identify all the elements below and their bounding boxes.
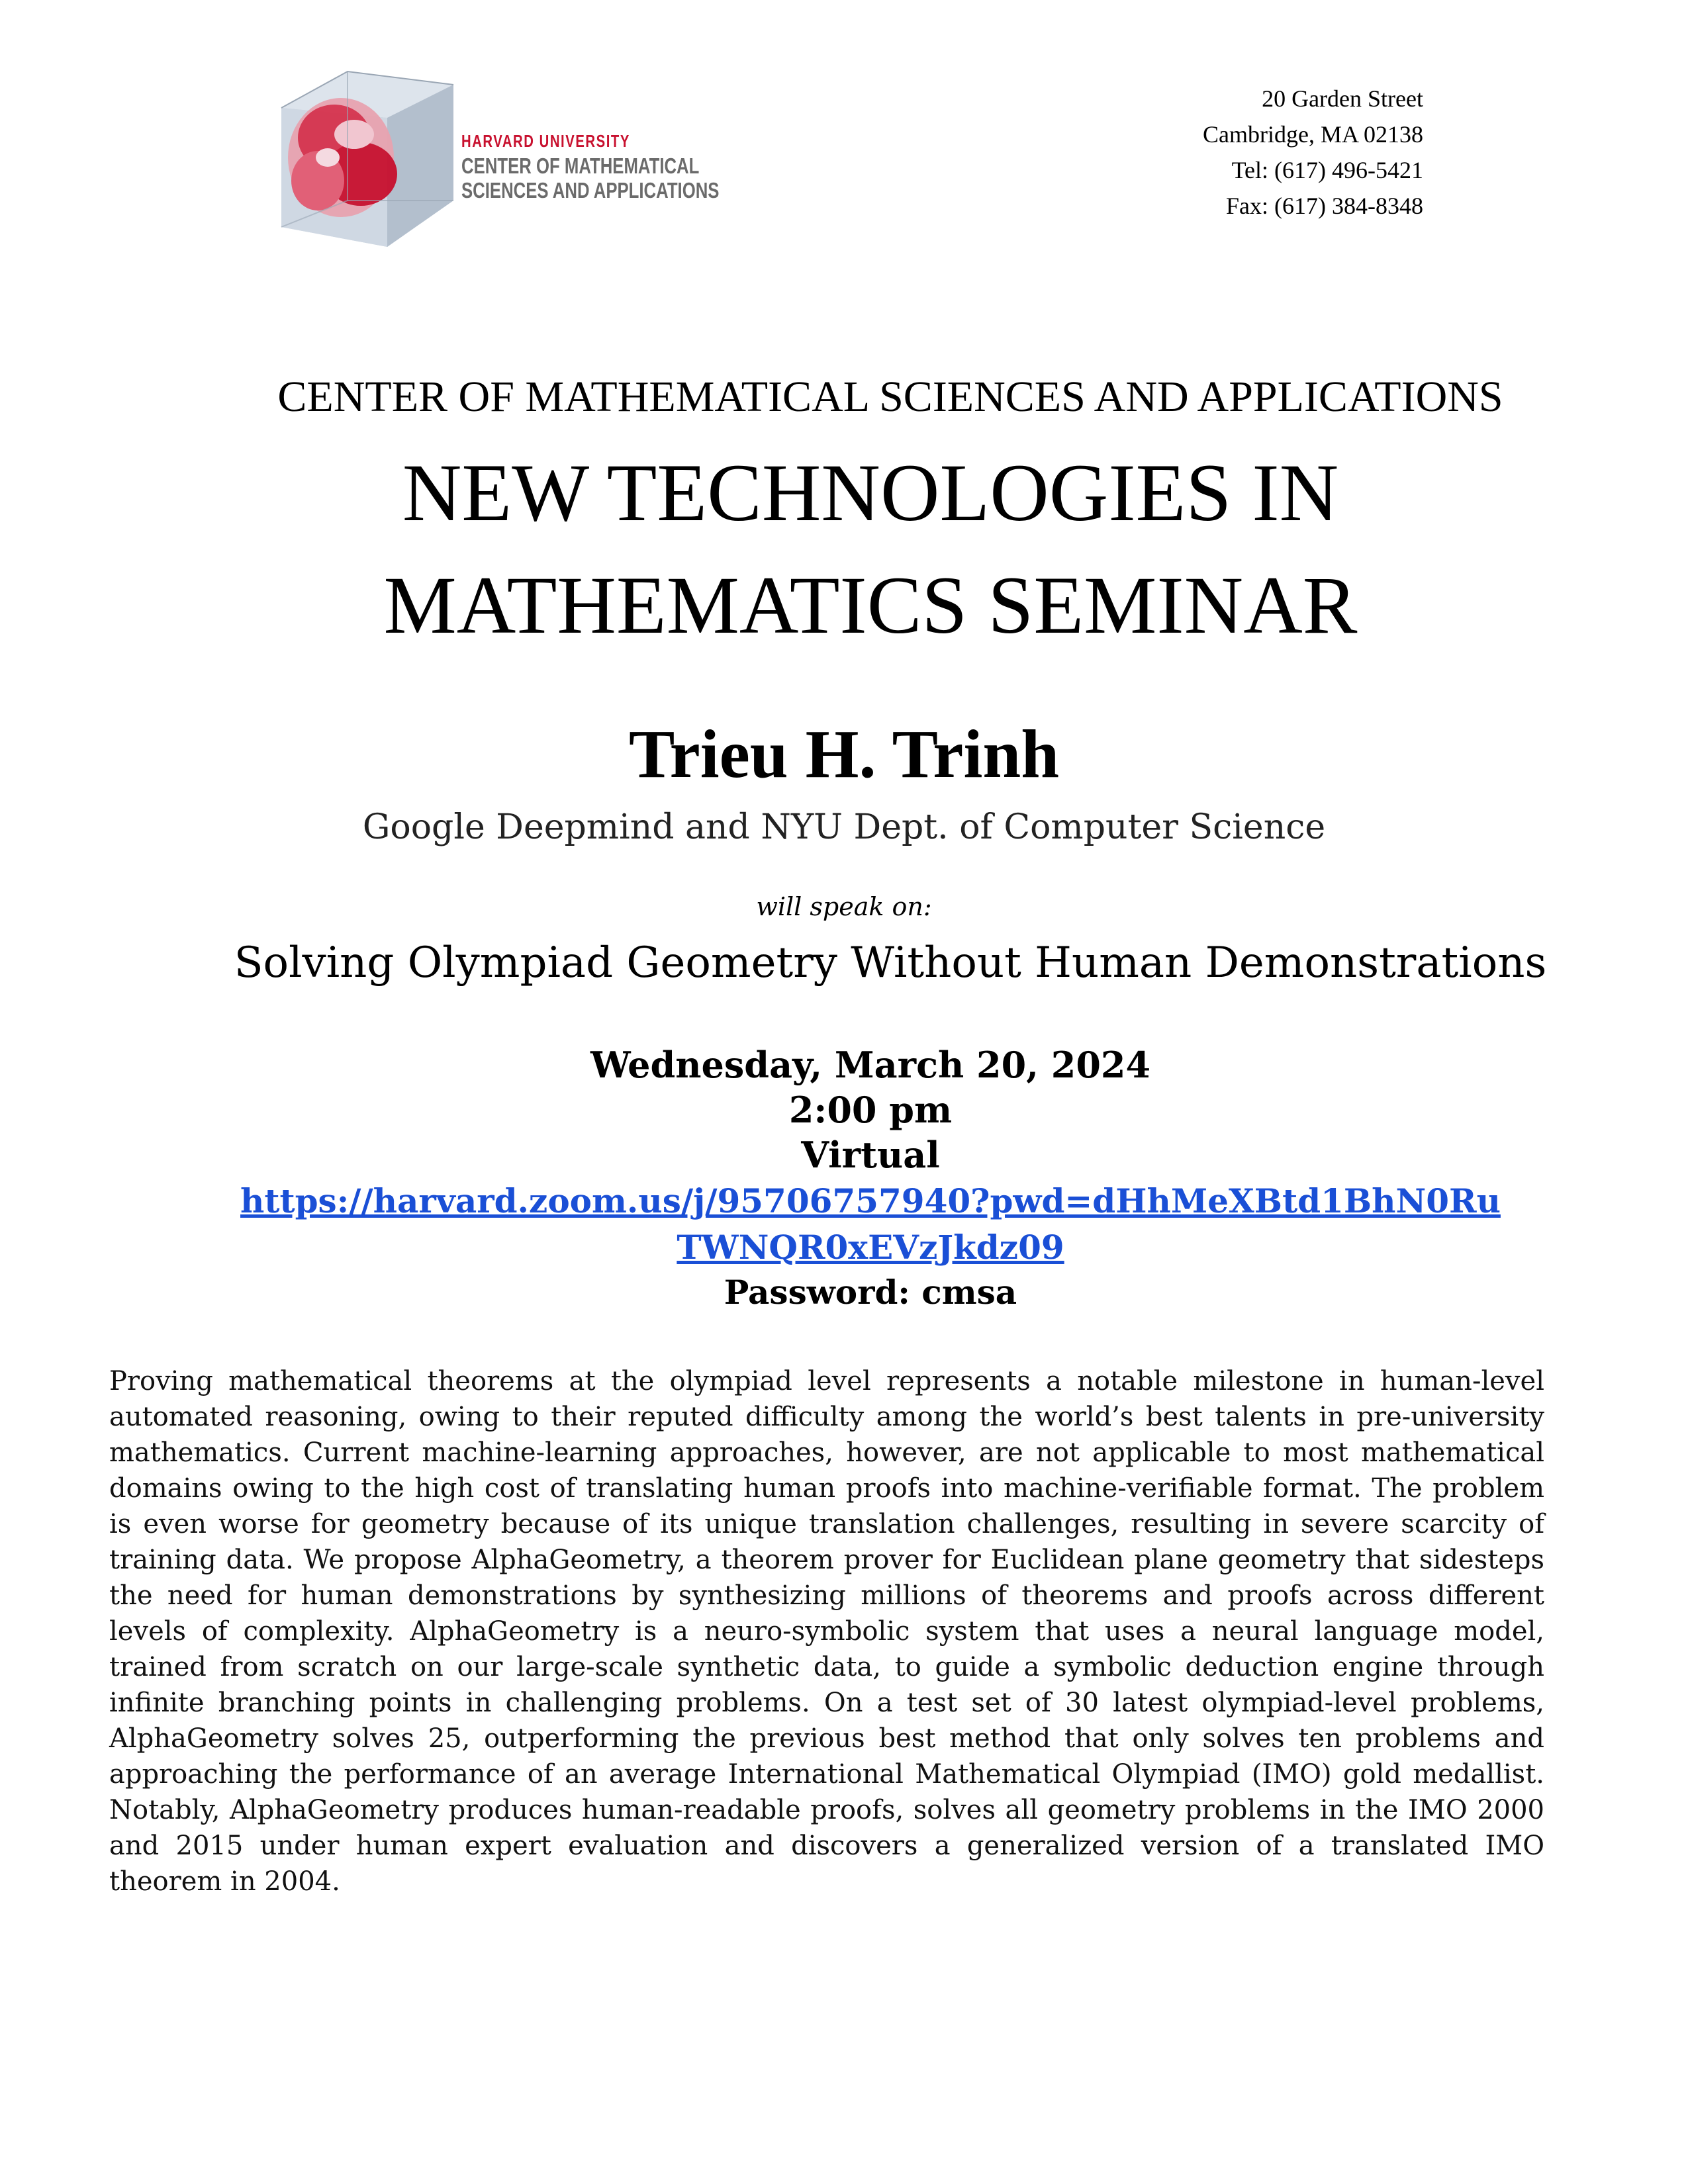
logo-line-sciences: SCIENCES AND APPLICATIONS (461, 178, 720, 203)
zoom-link-line1[interactable]: https://harvard.zoom.us/j/95706757940?pwd=dHhMeXBtd1BhN0Ru (240, 1181, 1501, 1220)
zoom-password: Password: cmsa (724, 1273, 1017, 1312)
seminar-title-line1: NEW TECHNOLOGIES IN (402, 447, 1339, 538)
speaker-name: Trieu H. Trinh (628, 716, 1060, 792)
cmsa-logo (261, 58, 725, 250)
organization-heading: CENTER OF MATHEMATICAL SCIENCES AND APPLICATIONS (277, 373, 1503, 421)
cube-logo-graphic (261, 58, 455, 250)
talk-title: Solving Olympiad Geometry Without Human Demonstrations (234, 938, 1547, 987)
address-tel: Tel: (617) 496-5421 (1231, 157, 1423, 183)
event-location: Virtual (801, 1134, 940, 1176)
event-details (26, 1042, 1688, 1315)
event-time: 2:00 pm (788, 1089, 953, 1131)
speaker-affiliation: Google Deepmind and NYU Dept. of Computer Science (362, 807, 1326, 847)
seminar-title-line2: MATHEMATICS SEMINAR (383, 560, 1358, 651)
address-city: Cambridge, MA 02138 (1203, 121, 1423, 148)
zoom-link-line2[interactable]: TWNQR0xEVzJkdz09 (677, 1228, 1064, 1267)
will-speak-label: will speak on: (756, 892, 932, 921)
address-block (1203, 81, 1423, 224)
seminar-title (26, 437, 1688, 662)
event-date: Wednesday, March 20, 2024 (590, 1044, 1151, 1086)
abstract-paragraph: Proving mathematical theorems at the olympiad level represents a notable milestone in human-level automated reasoning, owing to their reputed difficulty among the world’s best talents in pre-university mathematics. Current machine-learning approaches, however, are not applicable to most mathematical domains owing to the high cost of translating human proofs into machine-verifiable format. The problem is even worse for geometry because of its unique translation challenges, resulting in severe scarcity of training data. We propose AlphaGeometry, a theorem prover for Euclidean plane geometry that sidesteps the need for human demonstrations by synthesizing millions of theorems and proofs across different levels of complexity. AlphaGeometry is a neuro-symbolic system that uses a neural language model, trained from scratch on our large-scale synthetic data, to guide a symbolic deduction engine through infinite branching points in challenging problems. On a test set of 30 latest olympiad-level problems, AlphaGeometry solves 25, outperforming the previous best method that only solves ten problems and approaching the performance of an average International Mathematical Olympiad (IMO) gold medallist. Notably, AlphaGeometry produces human-readable proofs, solves all geometry problems in the IMO 2000 and 2015 under human expert evaluation and discovers a generalized version of a translated IMO theorem in 2004. (109, 1366, 1544, 1897)
address-fax: Fax: (617) 384-8348 (1226, 193, 1423, 219)
logo-line-university: HARVARD UNIVERSITY (461, 131, 630, 151)
address-street: 20 Garden Street (1262, 85, 1423, 112)
logo-wordmark (461, 132, 719, 204)
logo-line-center: CENTER OF MATHEMATICAL (461, 154, 700, 178)
